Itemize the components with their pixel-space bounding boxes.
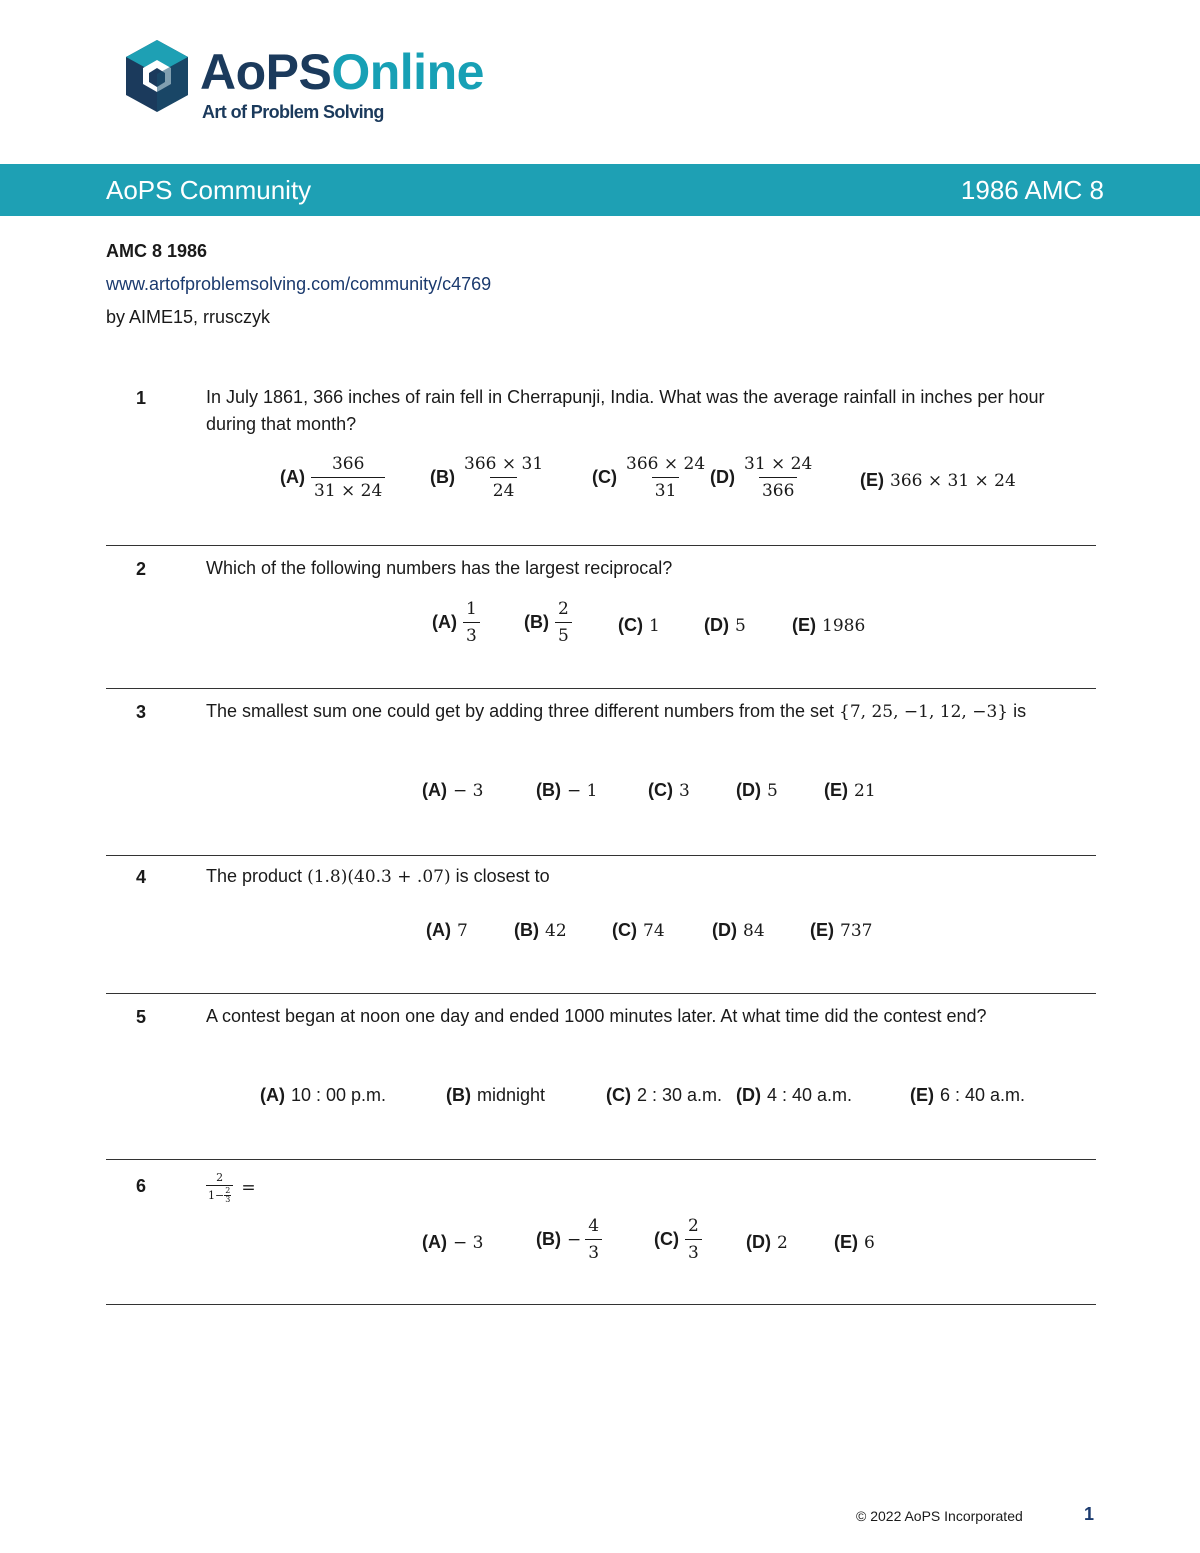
problem-number: 2: [136, 559, 147, 579]
choice-c: (C) $\frac{2}{3}$: [654, 1216, 702, 1263]
problem-text: Which of the following numbers has the largest reciprocal?: [206, 558, 673, 578]
community-link[interactable]: www.artofproblemsolving.com/community/c4769: [106, 274, 492, 294]
choice-b: (B) $\frac{366 \times 31}{24}$: [430, 454, 544, 501]
divider: [106, 1159, 1096, 1160]
choice-e: (E) 366 × 31 × 24: [860, 470, 1016, 491]
choice-c: (C) 2 : 30 a.m.: [606, 1085, 723, 1105]
set-expression: {7, 25, −1, 12, −3}: [839, 702, 1009, 722]
choice-d: (D) 84: [712, 920, 765, 941]
choice-a: (A) $\frac{1}{3}$: [432, 599, 480, 646]
choice-e: (E) 6 : 40 a.m.: [910, 1085, 1026, 1105]
divider: [106, 1304, 1096, 1305]
problem-number: 6: [136, 1176, 147, 1196]
choice-b: (B) 42: [514, 920, 567, 941]
choice-b: (B) midnight: [446, 1085, 546, 1105]
choice-b: (B) − $\frac{4}{3}$: [536, 1216, 602, 1263]
choice-a: (A) $\frac{366}{31 \times 24}$: [280, 454, 385, 501]
aops-cube-logo-icon: [124, 38, 190, 114]
problem-text: The product (1.8)(40.3 + .07) is closest to: [206, 866, 550, 887]
choice-a: (A) 10 : 00 p.m.: [260, 1085, 387, 1105]
document-title: AMC 8 1986: [106, 241, 208, 261]
aops-online-logo[interactable]: [124, 38, 544, 128]
problem-text: The smallest sum one could get by adding three different numbers from the set {7, 25, −1, 12, −3} is: [206, 701, 1027, 722]
divider: [106, 545, 1096, 546]
choice-b: (B) − 1: [536, 780, 598, 801]
compound-fraction: 2 1− $\frac{2}{3}$: [206, 1172, 233, 1204]
choice-c: (C) $\frac{366 \times 24}{31}$: [592, 454, 706, 501]
divider: [106, 993, 1096, 994]
choice-c: (C) 3: [648, 780, 690, 801]
problem-expression: 2 1− $\frac{2}{3}$ =: [208, 1171, 256, 1204]
choice-c: (C) 74: [612, 920, 665, 941]
brand-tagline: Art of Problem Solving: [202, 102, 384, 122]
page-number: 1: [1084, 1504, 1095, 1524]
problem-number: 5: [136, 1007, 147, 1027]
choice-c: (C) 1: [618, 615, 660, 636]
problem-text: A contest began at noon one day and ended 1000 minutes later. At what time did the contest end?: [206, 1006, 987, 1026]
problem-number: 1: [136, 388, 147, 408]
contest-title: 1986 AMC 8: [960, 175, 1104, 205]
header-bar: [0, 164, 1200, 216]
choice-d: (D) 5: [736, 780, 778, 801]
authors-line: by AIME15, rrusczyk: [106, 307, 271, 327]
brand-name: AoPSOnline: [200, 44, 484, 100]
divider: [106, 855, 1096, 856]
problem-number: 4: [136, 867, 147, 887]
choice-e: (E) 737: [810, 920, 873, 941]
choice-e: (E) 6: [834, 1232, 875, 1253]
choice-a: (A) − 3: [422, 1232, 484, 1253]
choice-d: (D) 5: [704, 615, 746, 636]
community-title: AoPS Community: [106, 175, 312, 205]
problem-number: 3: [136, 702, 147, 722]
choice-d: (D) 4 : 40 a.m.: [736, 1085, 853, 1105]
divider: [106, 688, 1096, 689]
choice-b: (B) $\frac{2}{5}$: [524, 599, 572, 646]
choice-d: (D) $\frac{31 \times 24}{366}$: [710, 454, 813, 501]
copyright-notice: © 2022 AoPS Incorporated: [856, 1508, 1023, 1524]
choice-a: (A) − 3: [422, 780, 484, 801]
choice-d: (D) 2: [746, 1232, 788, 1253]
choice-e: (E) 21: [824, 780, 876, 801]
product-expression: (1.8)(40.3 + .07): [307, 867, 451, 887]
choice-a: (A) 7: [426, 920, 468, 941]
problem-text: In July 1861, 366 inches of rain fell in Cherrapunji, India. What was the average rainfall in inches per hour during that month?: [206, 387, 1045, 434]
choice-e: (E) 1986: [792, 615, 866, 636]
